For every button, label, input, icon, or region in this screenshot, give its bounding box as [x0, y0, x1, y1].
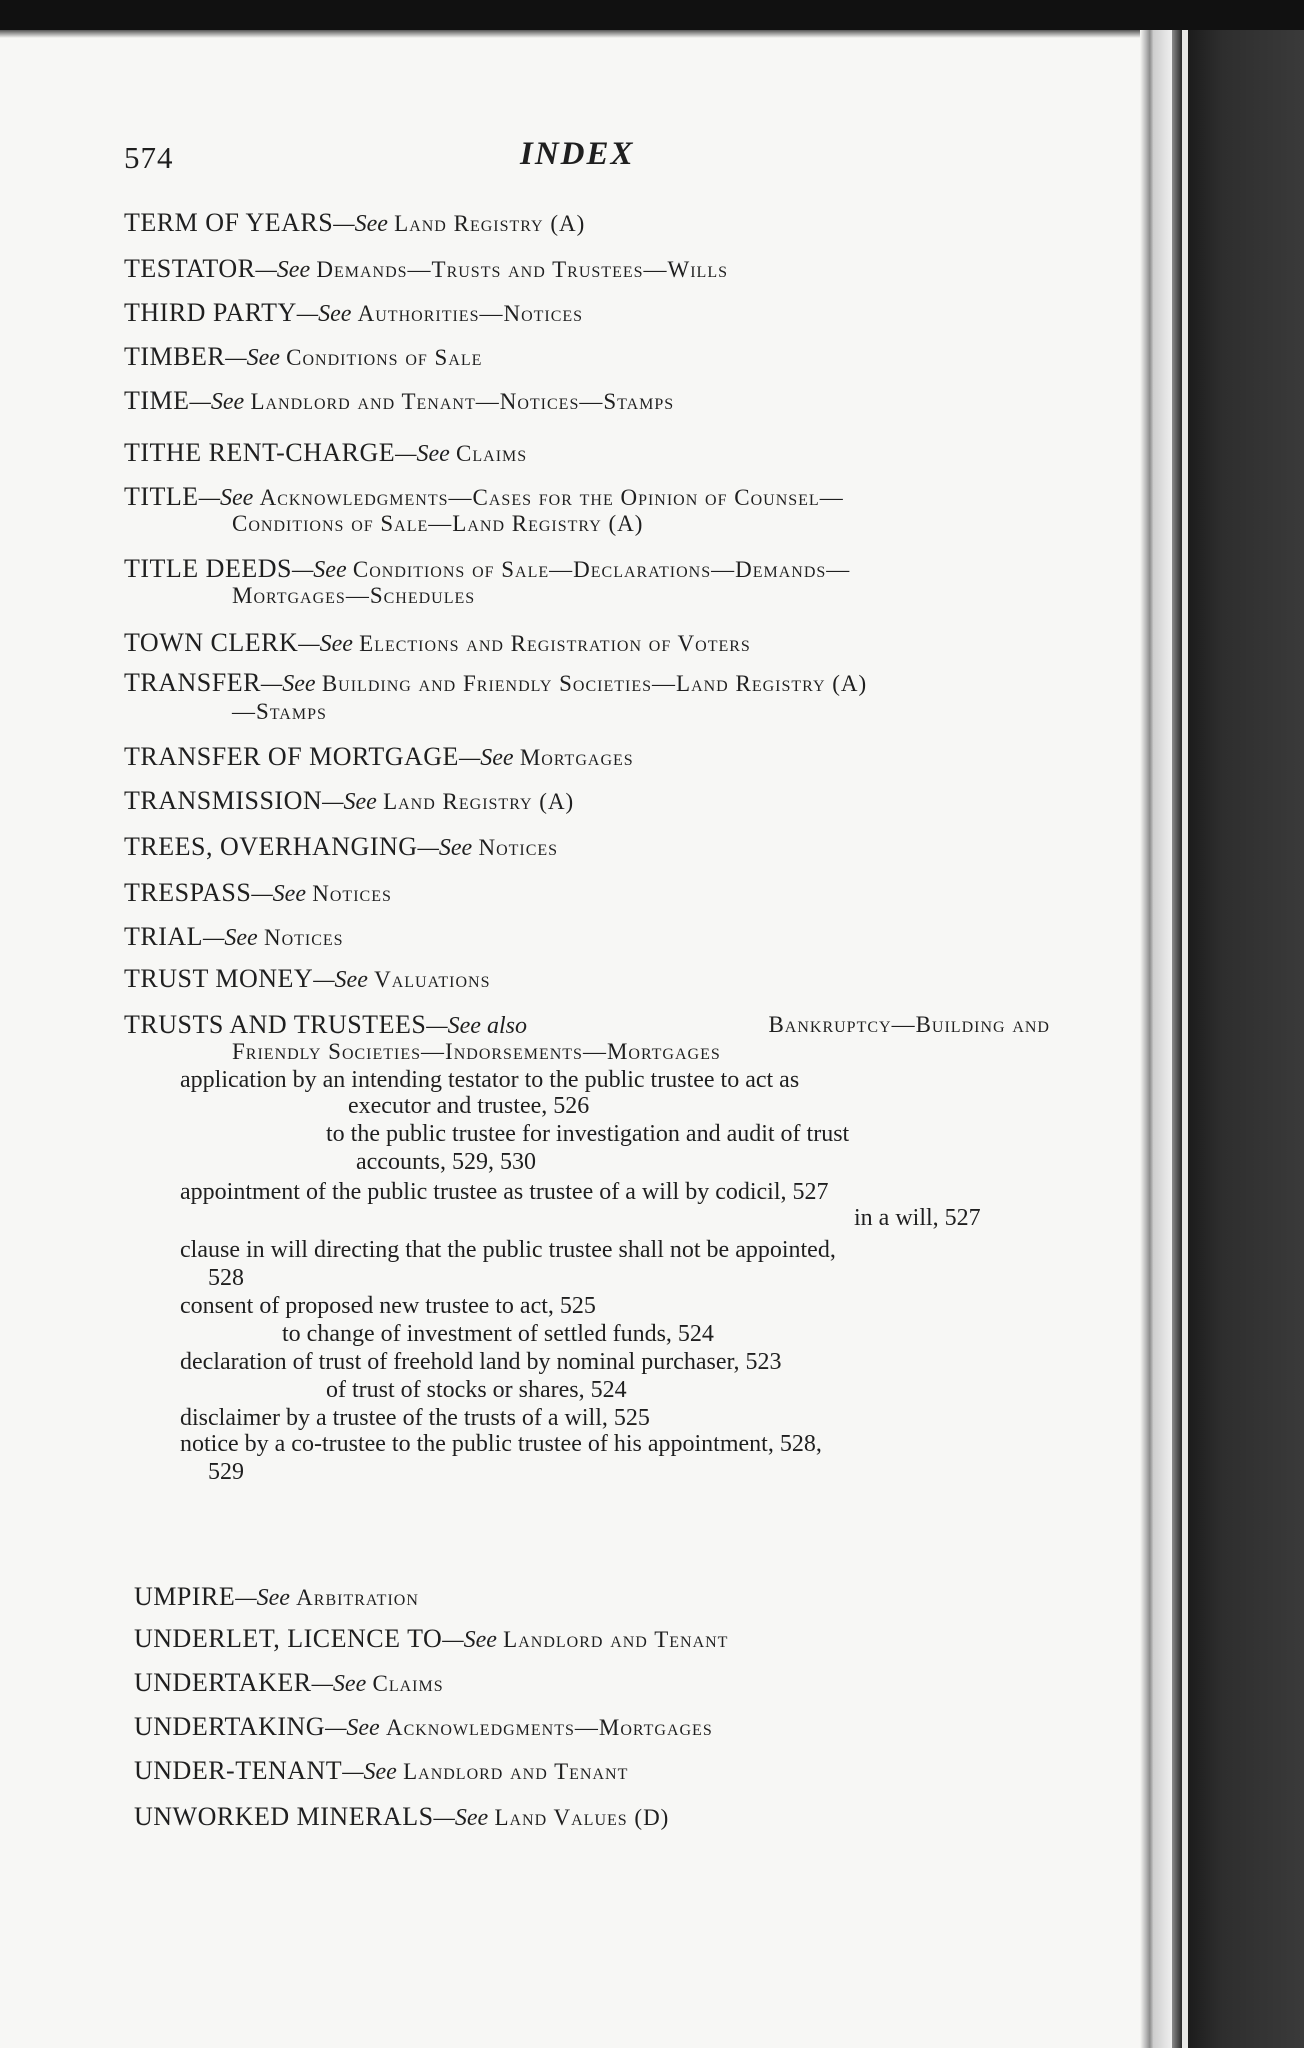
justified-line — [124, 1012, 1050, 1039]
entry-heading: UNWORKED MINERALS — [134, 1802, 434, 1831]
book-gutter-shadow — [1140, 30, 1154, 2048]
subentry-line: 529 — [208, 1459, 244, 1485]
index-entry — [134, 1758, 1064, 1785]
cross-references: Land Registry (A) — [394, 211, 586, 236]
page-number: 574 — [124, 140, 174, 175]
entry-heading: TESTATOR — [124, 254, 256, 283]
subentry-line: declaration of trust of freehold land by nominal purchaser, 523 — [180, 1349, 782, 1375]
subentry-line: 528 — [208, 1265, 244, 1291]
cross-references: Land Values (D) — [494, 1805, 670, 1830]
see-marker: —See — [433, 1805, 489, 1831]
book-gutter-edge — [1154, 30, 1172, 2048]
subentry-line: in a will, 527 — [854, 1205, 981, 1231]
entry-heading: TRANSFER — [124, 668, 261, 697]
entry-heading: TITLE DEEDS — [124, 554, 292, 583]
subentry-line: of trust of stocks or shares, 524 — [326, 1377, 627, 1403]
scan-top-border — [0, 0, 1304, 30]
cross-references-continued: Conditions of Sale—Land Registry (A) — [232, 511, 644, 536]
index-entry — [124, 388, 1054, 415]
see-marker: —See — [333, 211, 388, 237]
entry-heading: UNDER-TENANT — [134, 1756, 343, 1785]
cross-references: Acknowledgments—Cases for the Opinion of Counsel— — [259, 485, 844, 510]
book-gutter-fold — [1172, 30, 1182, 2048]
index-entry — [124, 880, 1054, 907]
cross-references: Acknowledgments—Mortgages — [385, 1715, 713, 1740]
see-marker: —See — [198, 485, 254, 511]
cross-references: Building and Friendly Societies—Land Registry (A) — [321, 671, 868, 696]
index-entry — [134, 1670, 1064, 1697]
cross-references-continued: Friendly Societies—Indorsements—Mortgages — [232, 1039, 721, 1064]
subentry-line: accounts, 529, 530 — [356, 1149, 536, 1175]
subentry-line: consent of proposed new trustee to act, 525 — [180, 1293, 596, 1319]
entry-heading: TITLE — [124, 482, 199, 511]
cross-references: Notices — [263, 925, 344, 950]
see-marker: —See — [298, 631, 353, 657]
index-entry — [124, 788, 1054, 815]
cross-references: Arbitration — [296, 1585, 419, 1610]
entry-heading-group — [124, 1012, 527, 1039]
cross-references: Landlord and Tenant — [503, 1627, 729, 1652]
index-entry — [124, 256, 1054, 283]
see-marker: —See — [417, 835, 473, 861]
see-marker: —See — [203, 925, 258, 951]
cross-references: Mortgages — [519, 745, 634, 770]
see-marker: —See — [291, 557, 347, 583]
entry-heading: UNDERLET, LICENCE TO — [134, 1624, 443, 1653]
scan-top-shadow — [0, 30, 1304, 38]
running-head: INDEX — [520, 136, 635, 172]
index-entry — [124, 556, 1054, 583]
subentry-line: executor and trustee, 526 — [348, 1093, 590, 1119]
see-marker: —See — [296, 301, 352, 327]
cross-references: Landlord and Tenant — [403, 1759, 629, 1784]
entry-heading: TOWN CLERK — [124, 628, 299, 657]
subentry-line: notice by a co-trustee to the public trustee of his appointment, 528, — [180, 1431, 822, 1457]
entry-heading: TIME — [124, 386, 190, 415]
see-marker: —See — [313, 967, 368, 993]
cross-references: Notices — [312, 881, 392, 906]
index-entry — [124, 1012, 1054, 1039]
cross-references: Conditions of Sale — [286, 345, 483, 370]
entry-heading: TRESPASS — [124, 878, 252, 907]
index-entry — [134, 1804, 1064, 1831]
subentry-line: to change of investment of settled funds, 524 — [282, 1321, 714, 1347]
see-marker: —See — [311, 1671, 367, 1697]
see-marker: —See — [342, 1759, 397, 1785]
entry-heading: TIMBER — [124, 342, 226, 371]
see-marker: —See — [255, 257, 311, 283]
cross-references: Notices — [478, 835, 559, 860]
subentry-line: to the public trustee for investigation and audit of trust — [326, 1121, 850, 1147]
cross-references: Claims — [456, 441, 528, 466]
cross-references: Demands—Trusts and Trustees—Wills — [316, 257, 729, 282]
subentry-line: disclaimer by a trustee of the trusts of a will, 525 — [180, 1405, 650, 1431]
entry-heading: TREES, OVERHANGING — [124, 832, 418, 861]
index-entry — [124, 834, 1054, 861]
see-marker: —See — [260, 671, 316, 697]
subentry-line — [180, 1068, 1052, 1092]
index-entry — [124, 966, 1054, 993]
cross-references: Land Registry (A) — [383, 789, 575, 814]
index-entry — [124, 210, 1054, 237]
cross-references: Elections and Registration of Voters — [359, 631, 751, 656]
index-entry — [124, 344, 1054, 371]
see-marker: —See also — [426, 1013, 527, 1039]
index-entry — [134, 1626, 1064, 1653]
entry-heading: TERM OF YEARS — [124, 208, 334, 237]
see-marker: —See — [251, 881, 306, 907]
subentry-text: application by an intending testator to the public trustee to act as — [180, 1067, 800, 1093]
entry-heading: UNDERTAKING — [134, 1712, 326, 1741]
see-marker: —See — [395, 441, 450, 467]
index-entry — [124, 744, 1054, 771]
cross-references: Valuations — [374, 967, 491, 992]
entry-heading: UMPIRE — [134, 1582, 236, 1611]
index-entry — [124, 670, 1054, 697]
cross-references-continued: —Stamps — [232, 699, 327, 724]
see-marker: —See — [189, 389, 245, 415]
entry-heading: TRANSMISSION — [124, 786, 323, 815]
subentry-line: appointment of the public trustee as trustee of a will by codicil, 527 — [180, 1179, 829, 1205]
cross-references: Claims — [372, 1671, 444, 1696]
index-entry — [124, 440, 1054, 467]
cross-references-continued: Mortgages—Schedules — [232, 583, 476, 608]
see-marker: —See — [225, 345, 280, 371]
entry-heading: THIRD PARTY — [124, 298, 297, 327]
entry-heading: UNDERTAKER — [134, 1668, 312, 1697]
subentry-line: clause in will directing that the public trustee shall not be appointed, — [180, 1237, 836, 1263]
see-marker: —See — [458, 745, 514, 771]
index-entry — [124, 300, 1054, 327]
entry-heading: TRANSFER OF MORTGAGE — [124, 742, 459, 771]
facing-page-dark — [1188, 30, 1304, 2048]
see-marker: —See — [325, 1715, 380, 1741]
cross-references: Authorities—Notices — [357, 301, 584, 326]
entry-heading: TRUSTS AND TRUSTEES — [124, 1010, 427, 1039]
cross-references: Conditions of Sale—Declarations—Demands— — [352, 557, 851, 582]
index-entry — [134, 1714, 1064, 1741]
entry-heading: TRUST MONEY — [124, 964, 314, 993]
index-entry — [124, 630, 1054, 657]
see-marker: —See — [322, 789, 377, 815]
index-entry — [124, 484, 1054, 511]
index-entry — [134, 1584, 1064, 1611]
index-entry — [124, 924, 1054, 951]
entry-heading: TRIAL — [124, 922, 204, 951]
cross-references: Landlord and Tenant—Notices—Stamps — [250, 389, 675, 414]
cross-references: Bankruptcy—Building and — [768, 1012, 1050, 1037]
see-marker: —See — [442, 1627, 497, 1653]
entry-heading: TITHE RENT-CHARGE — [124, 438, 396, 467]
see-marker: —See — [235, 1585, 290, 1611]
